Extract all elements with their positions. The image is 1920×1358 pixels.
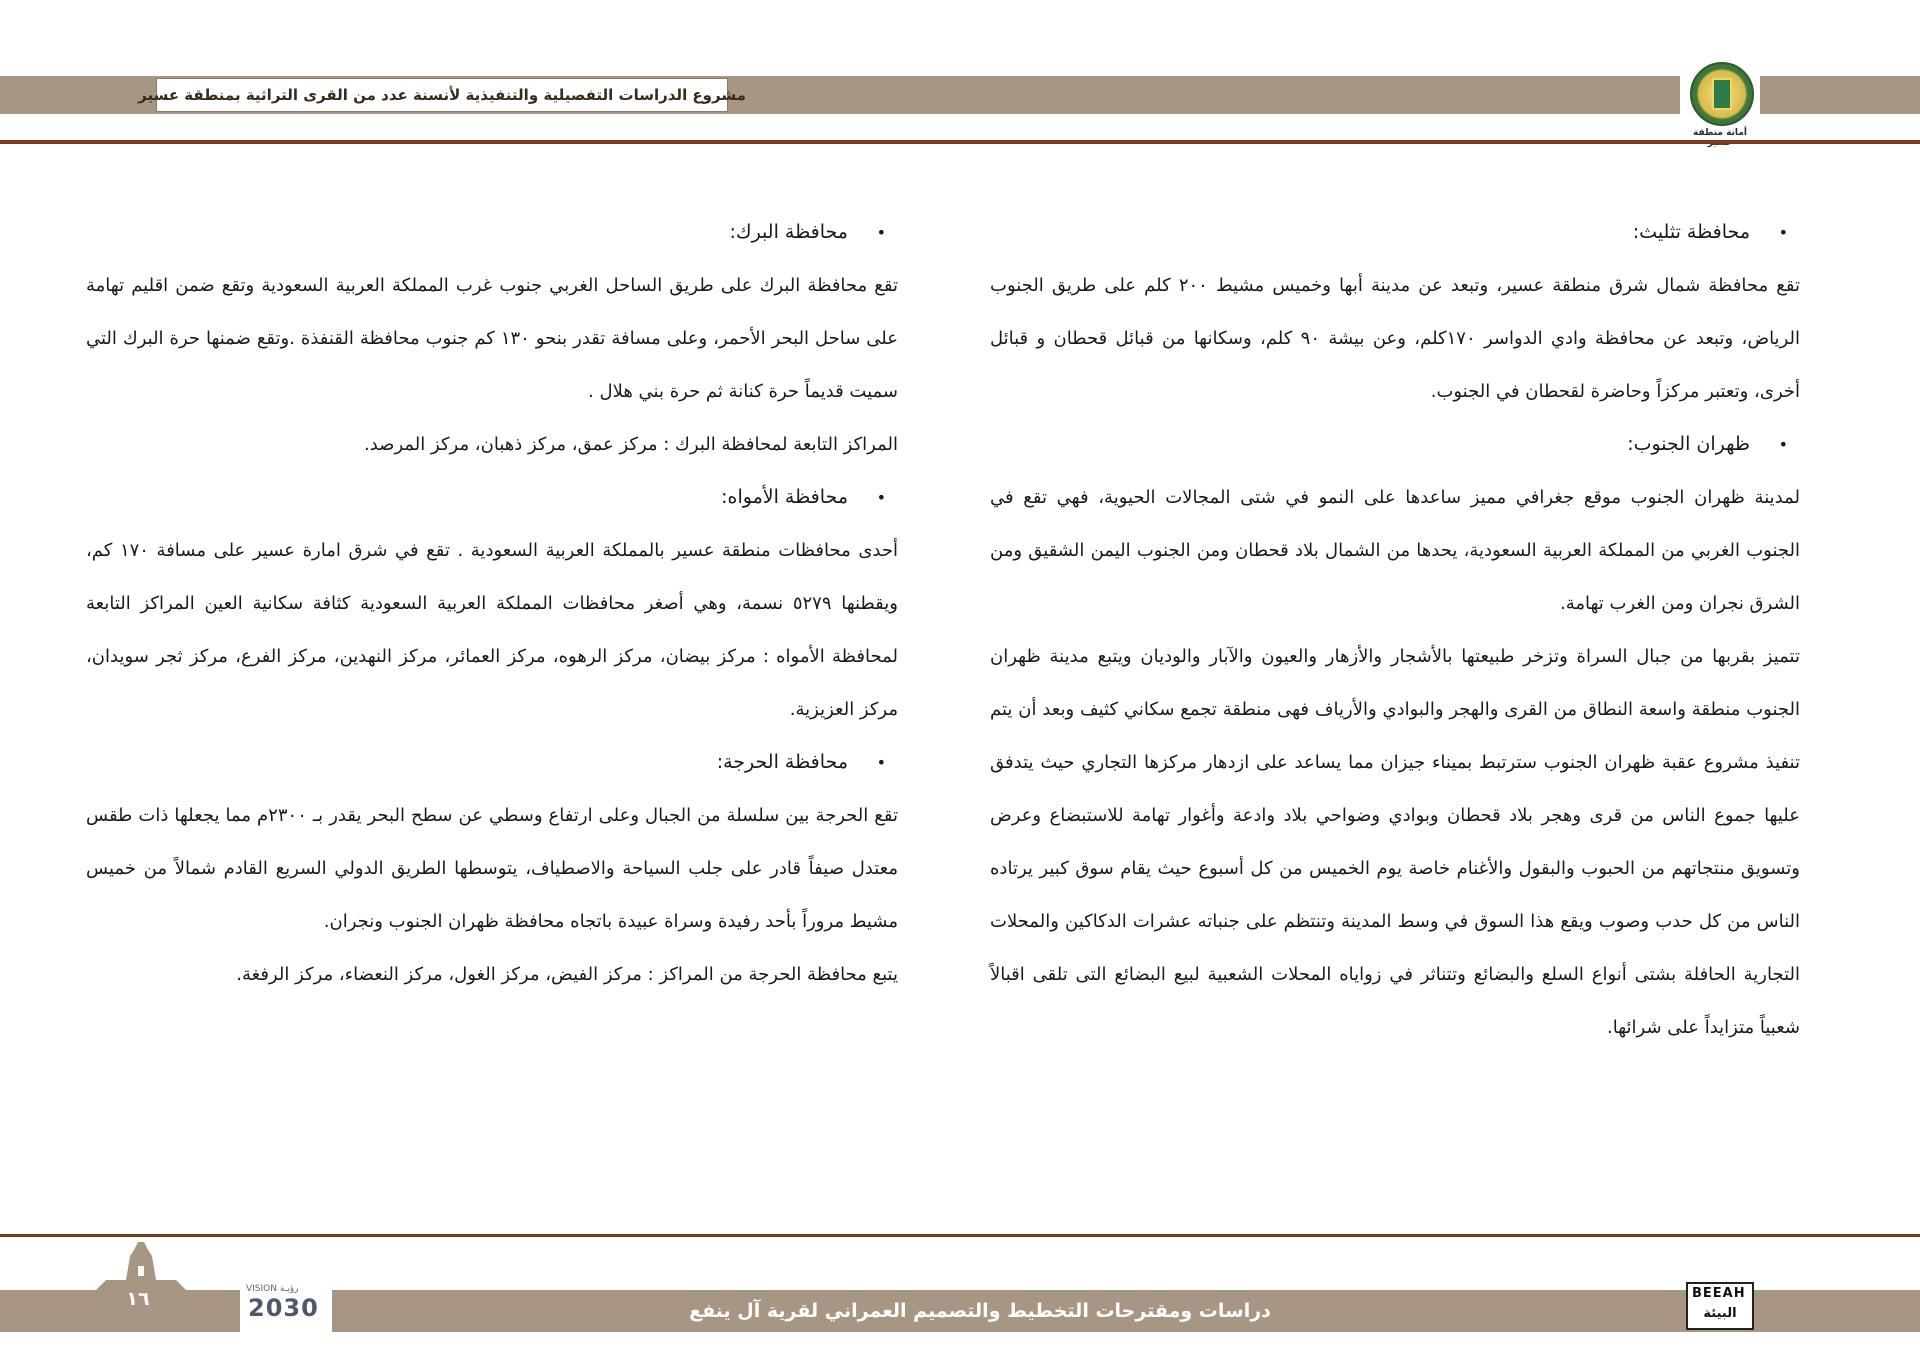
header-rule bbox=[0, 140, 1920, 144]
section-heading: • محافظة الحرجة: bbox=[86, 736, 898, 789]
paragraph: تتميز بقربها من جبال السراة وتزخر طبيعتها بالأشجار والأزهار والعيون والآبار والوديان ويتبع مدينة ظهران الجنوب منطقة واسعة النطاق من القرى والهجر والبوادي والأرياف فهى منطقة تجمع سكاني كثيف وبعد أن يتم تنفيذ مشروع عقبة ظهران الجنوب سترتبط بميناء جيزان مما يساعد على ازدهار مركزها التجاري حيث يتدفق عليها جموع الناس من قرى وهجر بلاد قحطان وبوادي وضواحي بلاد وادعة وأغوار تهامة للاستبضاع وعرض وتسويق منتجاتهم من الحبوب والبقول والأغنام خاصة يوم الخميس من كل أسبوع حيث يقام سوق كبير يرتاده الناس من كل حدب وصوب ويقع هذا السوق في وسط المدينة وتنتظم على جنباته عشرات الدكاكين والمحلات التجارية الحافلة بشتى أنواع السلع والبضائع وتتناثر في زواياه المحلات الشعبية لبيع البضائع التى تلقى اقبالاً شعبياً متزايداً على شرائها. bbox=[990, 646, 1800, 1038]
header-title: مشروع الدراسات التفصيلية والتنفيذية لأنسنة عدد من القرى التراثية بمنطقة عسير bbox=[156, 78, 728, 112]
section-heading: • محافظة الأمواه: bbox=[86, 471, 898, 524]
seal-icon bbox=[1690, 62, 1754, 126]
bullet-icon: • bbox=[1778, 435, 1788, 454]
left-column bbox=[86, 206, 898, 1001]
asir-municipality-logo bbox=[1680, 62, 1760, 142]
paragraph: يتبع محافظة الحرجة من المراكز : مركز الفيض، مركز الغول، مركز النعضاء، مركز الرفغة. bbox=[236, 964, 898, 985]
footer-title: دراسات ومقترحات التخطيط والتصميم العمراني لقرية آل ينفع bbox=[689, 1300, 1271, 1322]
paragraph: المراكز التابعة لمحافظة البرك : مركز عمق، مركز ذهبان، مركز المرصد. bbox=[364, 434, 898, 455]
paragraph: لمدينة ظهران الجنوب موقع جغرافي مميز ساعدها على النمو في شتى المجالات الحيوية، فهي تقع في الجنوب الغربي من المملكة العربية السعودية، يحدها من الشمال بلاد قحطان ومن الجنوب اليمن الشقيق ومن الشرق نجران ومن الغرب تهامة. bbox=[990, 487, 1800, 614]
right-column bbox=[990, 206, 1800, 1054]
paragraph: أحدى محافظات منطقة عسير بالمملكة العربية السعودية . تقع في شرق امارة عسير على مسافة ١٧٠ كم، ويقطنها ٥٢٧٩ نسمة، وهي أصغر محافظات المملكة العربية السعودية كثافة سكانية العين المراكز التابعة لمحافظة الأمواه : مركز بيضان، مركز الرهوه، مركز العمائر، مركز النهدين، مركز الفرع، مركز ثجر سويدان، مركز العزيزية. bbox=[86, 540, 898, 720]
bullet-icon: • bbox=[1778, 223, 1788, 242]
bullet-icon: • bbox=[876, 753, 886, 772]
footer-rule bbox=[0, 1234, 1920, 1237]
paragraph: تقع محافظة البرك على طريق الساحل الغربي جنوب غرب المملكة العربية السعودية وتقع ضمن اقليم تهامة على ساحل البحر الأحمر، وعلى مسافة تقدر بنحو ١٣٠ كم جنوب محافظة القنفذة .وتقع ضمنها حرة البرك التي سميت قديماً حرة كنانة ثم حرة بني هلال . bbox=[86, 275, 898, 402]
section-heading: • محافظة تثليث: bbox=[990, 206, 1800, 259]
vision-2030-logo: VISION رؤيـة 2030 bbox=[240, 1282, 332, 1334]
bullet-icon: • bbox=[876, 488, 886, 507]
section-heading: • ظهران الجنوب: bbox=[990, 418, 1800, 471]
heritage-tower-icon bbox=[96, 1240, 186, 1290]
bullet-icon: • bbox=[876, 223, 886, 242]
page-number: ١٦ bbox=[126, 1288, 150, 1310]
beeah-logo: BEEAH البيئة bbox=[1686, 1282, 1754, 1330]
paragraph: تقع الحرجة بين سلسلة من الجبال وعلى ارتفاع وسطي عن سطح البحر يقدر بـ ٢٣٠٠م مما يجعلها ذات طقس معتدل صيفاً قادر على جلب السياحة والاصطياف، يتوسطها الطريق الدولي السريع القادم شمالاً من خميس مشيط مروراً بأحد رفيدة وسراة عبيدة باتجاه محافظة ظهران الجنوب ونجران. bbox=[86, 805, 898, 932]
section-heading: • محافظة البرك: bbox=[86, 206, 898, 259]
logo-caption: أمانة منطقة bbox=[1693, 128, 1747, 138]
paragraph: تقع محافظة شمال شرق منطقة عسير، وتبعد عن مدينة أبها وخميس مشيط ٢٠٠ كلم على طريق الجنوب الرياض، وتبعد عن محافظة وادي الدواسر ١٧٠كلم، وعن بيشة ٩٠ كلم، وسكانها من قبائل قحطان و قبائل أخرى، وتعتبر مركزاً وحاضرة لقحطان في الجنوب. bbox=[990, 275, 1800, 402]
